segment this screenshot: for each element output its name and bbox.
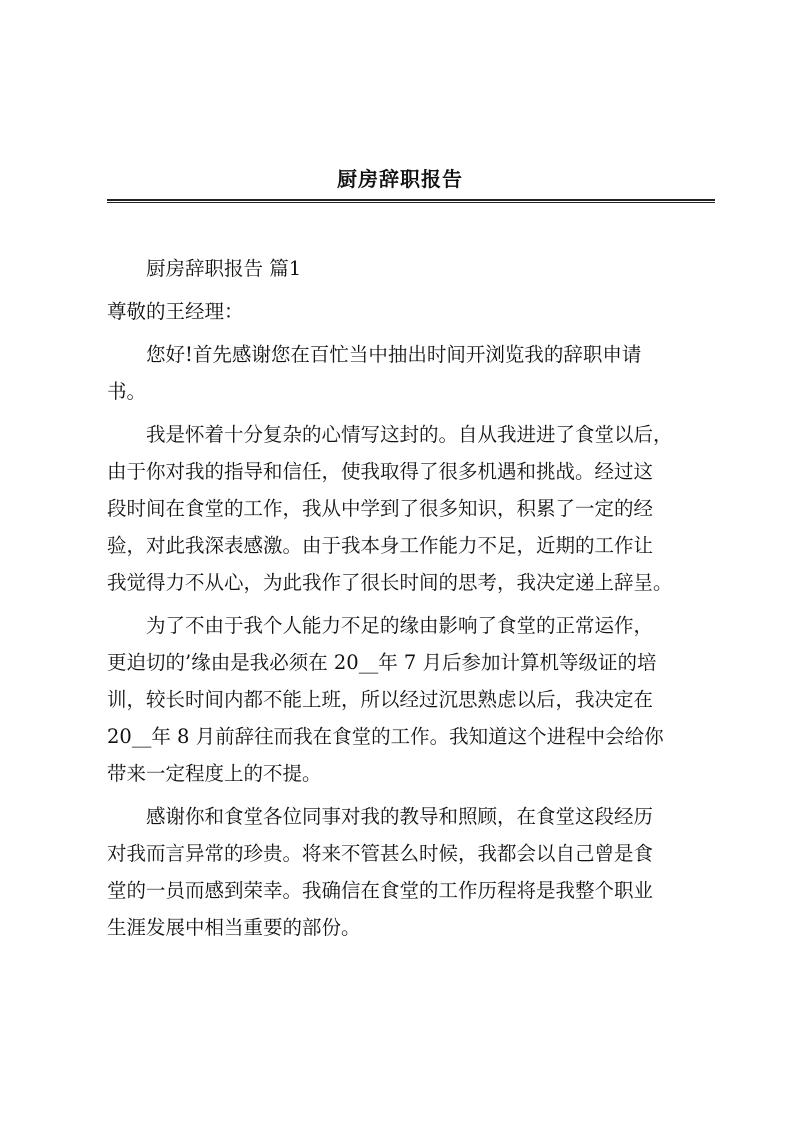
paragraph-1 bbox=[107, 336, 717, 410]
paragraph-line: 堂的一员而感到荣幸。我确信在食堂的工作历程将是我整个职业 bbox=[107, 879, 654, 902]
section-heading: 厨房辞职报告 篇1 bbox=[146, 257, 302, 280]
paragraph-line: 更迫切的’缘由是我必须在 20__年 7 月后参加计算机等级证的培 bbox=[107, 651, 657, 674]
paragraph-4 bbox=[107, 798, 717, 946]
paragraph-line: 验，对此我深表感激。由于我本身工作能力不足，近期的工作让 bbox=[107, 534, 654, 557]
paragraph-line: 段时间在食堂的工作，我从中学到了很多知识，积累了一定的经 bbox=[107, 497, 654, 520]
paragraph-line: 感谢你和食堂各位同事对我的教导和照顾，在食堂这段经历 bbox=[146, 805, 654, 828]
paragraph-3 bbox=[107, 607, 717, 792]
paragraph-line: 对我而言异常的珍贵。将来不管甚么时候，我都会以自己曾是食 bbox=[107, 842, 654, 865]
salutation: 尊敬的王经理： bbox=[107, 300, 244, 323]
paragraph-line: 您好!首先感谢您在百忙当中抽出时间开浏览我的辞职申请 bbox=[146, 343, 642, 366]
paragraph-line: 训，较长时间内都不能上班，所以经过沉思熟虑以后，我决定在 bbox=[107, 688, 654, 711]
paragraph-line: 生涯发展中相当重要的部份。 bbox=[107, 916, 361, 939]
document-title: 厨房辞职报告 bbox=[337, 167, 463, 191]
paragraph-2 bbox=[107, 416, 717, 601]
paragraph-line: 由于你对我的指导和信任，使我取得了很多机遇和挑战。经过这 bbox=[107, 460, 654, 483]
paragraph-line: 我觉得力不从心，为此我作了很长时间的思考，我决定递上辞呈。 bbox=[107, 571, 673, 594]
paragraph-line: 带来一定程度上的不提。 bbox=[107, 762, 322, 785]
paragraph-line: 书。 bbox=[107, 380, 147, 403]
paragraph-line: 为了不由于我个人能力不足的缘由影响了食堂的正常运作， bbox=[146, 614, 654, 637]
paragraph-line: 20__年 8 月前辞往而我在食堂的工作。我知道这个进程中会给你 bbox=[107, 725, 664, 748]
title-divider bbox=[107, 199, 715, 203]
paragraph-line: 我是怀着十分复杂的心情写这封的。自从我进进了食堂以后， bbox=[146, 423, 673, 446]
document-body bbox=[107, 250, 717, 946]
